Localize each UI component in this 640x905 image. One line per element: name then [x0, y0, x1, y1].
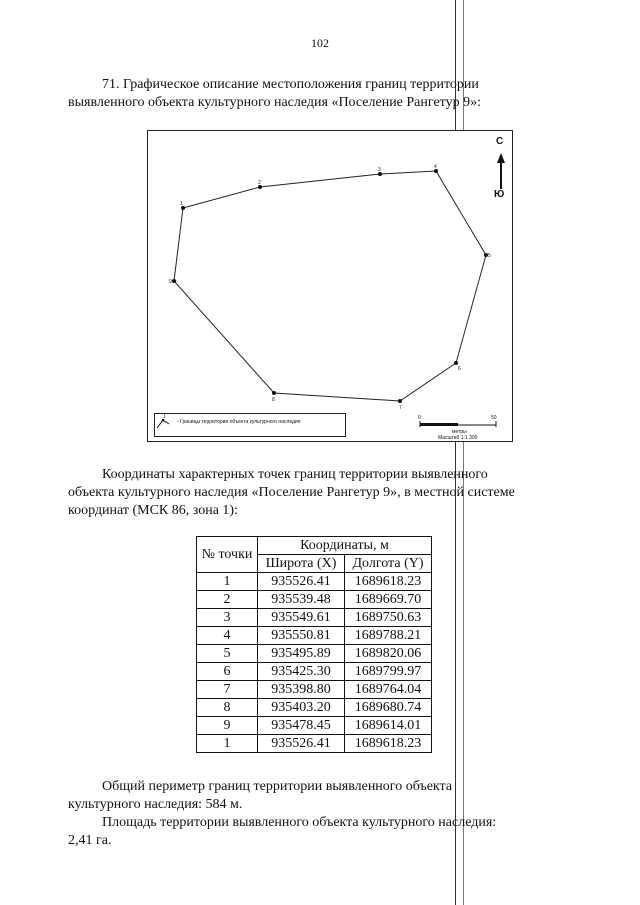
latitude-cell: 935539.48: [258, 591, 345, 609]
latitude-cell: 935478.45: [258, 717, 345, 735]
heading-line: 71. Графическое описание местоположения границ территории: [102, 77, 479, 92]
point-label: 9: [169, 279, 172, 285]
table-row: [197, 699, 432, 717]
latitude-cell: 935526.41: [258, 735, 345, 753]
scale-zero-label: 0: [418, 415, 421, 421]
boundary-map: [147, 130, 513, 442]
point-number-cell: 1: [197, 735, 258, 753]
table-row: [197, 717, 432, 735]
point-number-cell: 8: [197, 699, 258, 717]
point-number-cell: 4: [197, 627, 258, 645]
latitude-cell: 935495.89: [258, 645, 345, 663]
south-label: Ю: [494, 189, 505, 200]
longitude-cell: 1689799.97: [345, 663, 432, 681]
table-row: [197, 645, 432, 663]
boundary-vertex: [454, 361, 458, 365]
boundary-polygon: [174, 171, 486, 401]
intro-line: координат (МСК 86, зона 1):: [68, 503, 238, 518]
point-label: 6: [458, 366, 461, 372]
point-number-cell: 7: [197, 681, 258, 699]
header-coordinates: Координаты, м: [258, 537, 432, 555]
boundary-vertex: [272, 391, 276, 395]
latitude-cell: 935398.80: [258, 681, 345, 699]
table-row: [197, 663, 432, 681]
header-longitude: Долгота (Y): [345, 555, 432, 573]
boundary-map-drawing: [148, 131, 512, 441]
latitude-cell: 935403.20: [258, 699, 345, 717]
latitude-cell: 935425.30: [258, 663, 345, 681]
header-point-number: № точки: [197, 537, 258, 573]
perimeter-line: Общий периметр границ территории выявленного объекта: [102, 779, 453, 794]
longitude-cell: 1689788.21: [345, 627, 432, 645]
coordinates-table: [196, 536, 432, 753]
table-row: [197, 735, 432, 753]
point-number-cell: 5: [197, 645, 258, 663]
scale-unit-label: метры: [452, 429, 467, 435]
latitude-cell: 935549.61: [258, 609, 345, 627]
longitude-cell: 1689680.74: [345, 699, 432, 717]
point-number-cell: 6: [197, 663, 258, 681]
heading-line: выявленного объекта культурного наследия «Поселение Рангетур 9»:: [68, 95, 481, 110]
scale-max-label: 50: [491, 415, 497, 421]
table-row: [197, 591, 432, 609]
longitude-cell: 1689614.01: [345, 717, 432, 735]
map-legend: [154, 413, 346, 437]
table-header-row: [197, 537, 432, 555]
longitude-cell: 1689750.63: [345, 609, 432, 627]
latitude-cell: 935526.41: [258, 573, 345, 591]
longitude-cell: 1689618.23: [345, 573, 432, 591]
intro-line: объекта культурного наследия «Поселение Рангетур 9», в местной системе: [68, 485, 515, 500]
header-latitude: Широта (X): [258, 555, 345, 573]
longitude-cell: 1689820.06: [345, 645, 432, 663]
longitude-cell: 1689669.70: [345, 591, 432, 609]
point-label: 5: [488, 253, 491, 259]
point-number-cell: 1: [197, 573, 258, 591]
point-label: 7: [399, 405, 402, 411]
point-number-cell: 2: [197, 591, 258, 609]
boundary-vertex: [398, 399, 402, 403]
point-label: 4: [434, 164, 437, 170]
point-number-cell: 9: [197, 717, 258, 735]
section-heading: [68, 76, 556, 112]
table-row: [197, 573, 432, 591]
boundary-vertices: [172, 169, 488, 403]
table-row: [197, 609, 432, 627]
point-number-cell: 3: [197, 609, 258, 627]
north-arrow-icon: [497, 153, 505, 189]
perimeter-line: культурного наследия: 584 м.: [68, 797, 243, 812]
point-label: 1: [180, 201, 183, 207]
boundary-vertex: [172, 279, 176, 283]
latitude-cell: 935550.81: [258, 627, 345, 645]
table-row: [197, 681, 432, 699]
area-line: Площадь территории выявленного объекта культурного наследия:: [102, 815, 497, 830]
intro-line: Координаты характерных точек границ территории выявленного: [102, 467, 488, 482]
point-label: 8: [272, 397, 275, 403]
longitude-cell: 1689618.23: [345, 735, 432, 753]
scale-ratio-label: Масштаб 1:1 300: [438, 435, 478, 441]
legend-label: - Границы территории объекта культурного наследия: [177, 419, 301, 425]
point-label: 2: [258, 180, 261, 186]
legend-point-label: 1: [163, 414, 166, 420]
page-number: 102: [311, 36, 329, 50]
coordinates-intro: [68, 466, 556, 520]
point-label: 3: [378, 167, 381, 173]
longitude-cell: 1689764.04: [345, 681, 432, 699]
area-line: 2,41 га.: [68, 833, 112, 848]
perimeter-paragraph: [68, 778, 556, 814]
area-paragraph: [68, 814, 556, 850]
north-label: С: [496, 136, 504, 147]
table-row: [197, 627, 432, 645]
scale-bar: [420, 421, 496, 427]
